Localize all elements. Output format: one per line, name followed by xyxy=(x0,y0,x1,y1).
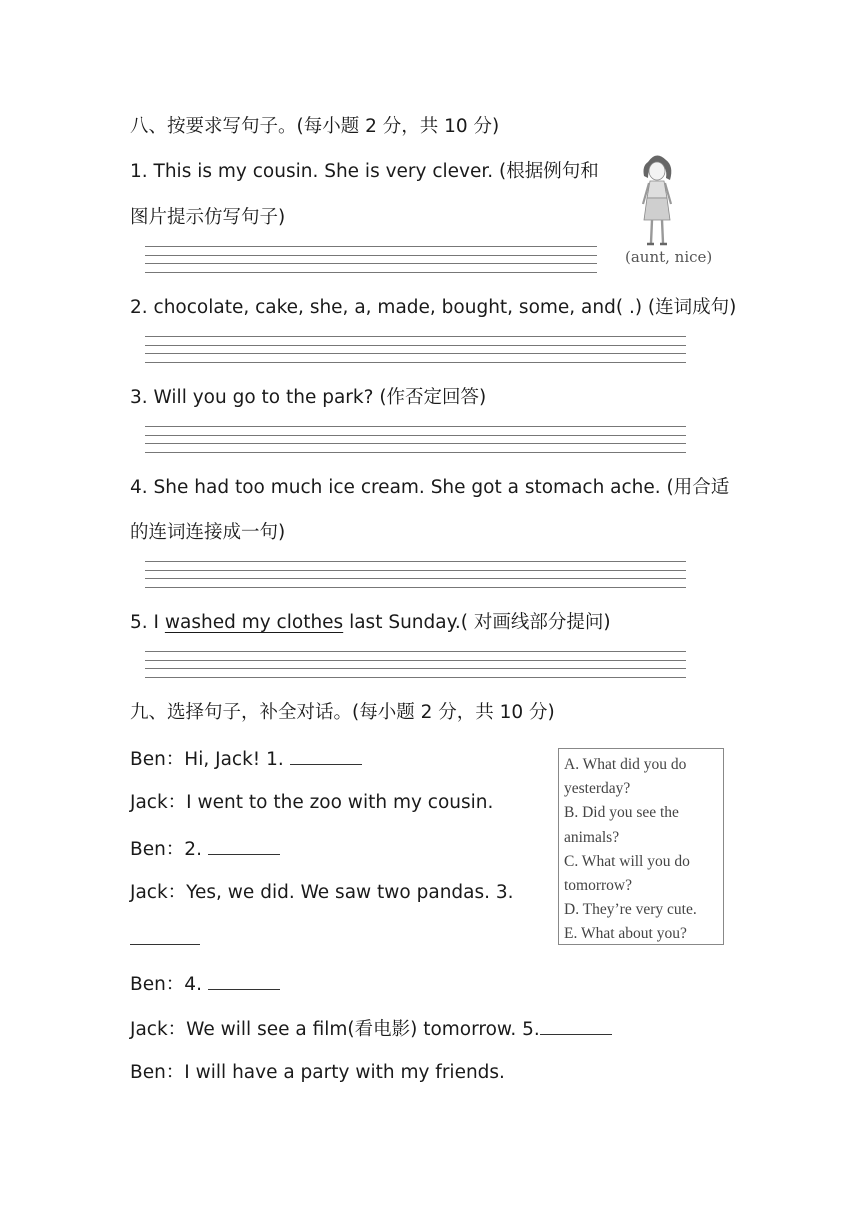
answer-blank-1[interactable] xyxy=(290,746,362,765)
option-e: E. What about you? xyxy=(564,925,687,943)
q5-suffix: last Sunday.( 对画线部分提问) xyxy=(343,612,611,633)
dialogue-line-4: Jack：Yes, we did. We saw two pandas. 3. xyxy=(130,882,514,903)
dialogue-line-6 xyxy=(130,1016,612,1042)
answer-blank-5[interactable] xyxy=(540,1016,612,1035)
option-a-line1: A. What did you do xyxy=(564,756,687,773)
section8-heading: 八、按要求写句子。(每小题 2 分，共 10 分) xyxy=(130,116,500,137)
options-box xyxy=(558,748,724,945)
answer-lines-q4[interactable] xyxy=(145,561,686,595)
dialogue-line-5 xyxy=(130,971,280,997)
dialogue-line-7: Ben：I will have a party with my friends. xyxy=(130,1062,505,1083)
option-a-line2: yesterday? xyxy=(564,780,631,798)
girl-illustration xyxy=(630,150,682,250)
dialogue-text: Ben：4. xyxy=(130,974,208,995)
q1-text-line2: 图片提示仿写句子) xyxy=(130,207,286,228)
answer-blank-3-line xyxy=(130,926,200,952)
dialogue-line-1 xyxy=(130,746,362,772)
dialogue-line-3 xyxy=(130,836,280,862)
dialogue-text: Jack：We will see a film(看电影) tomorrow. 5. xyxy=(130,1019,540,1040)
q5-prefix: 5. I xyxy=(130,612,165,633)
answer-blank-3[interactable] xyxy=(130,926,200,945)
q2-text: 2. chocolate, cake, she, a, made, bought, some, and( .) (连词成句) xyxy=(130,297,737,318)
answer-lines-q3[interactable] xyxy=(145,426,686,460)
answer-lines-q1[interactable] xyxy=(145,246,597,280)
dialogue-text: Ben：Hi, Jack! 1. xyxy=(130,749,290,770)
option-c-line1: C. What will you do xyxy=(564,852,690,870)
section9-heading: 九、选择句子，补全对话。(每小题 2 分，共 10 分) xyxy=(130,702,555,723)
q1-text-line1: 1. This is my cousin. She is very clever. (根据例句和 xyxy=(130,161,599,182)
picture-caption: (aunt, nice) xyxy=(625,248,713,266)
q5-underlined-phrase: washed my clothes xyxy=(164,612,344,633)
answer-lines-q5[interactable] xyxy=(145,651,686,685)
dialogue-line-2: Jack：I went to the zoo with my cousin. xyxy=(130,792,494,813)
option-c-line2: tomorrow? xyxy=(564,877,633,895)
q3-text: 3. Will you go to the park? (作否定回答) xyxy=(130,387,487,408)
q4-text-line2: 的连词连接成一句) xyxy=(130,522,286,543)
dialogue-text: Ben：2. xyxy=(130,839,208,860)
q4-text-line1: 4. She had too much ice cream. She got a stomach ache. (用合适 xyxy=(130,477,730,498)
option-b-line1: B. Did you see the xyxy=(564,804,679,822)
q5-text xyxy=(130,611,611,635)
answer-blank-4[interactable] xyxy=(208,971,280,990)
option-b-line2: animals? xyxy=(564,828,620,846)
answer-blank-2[interactable] xyxy=(208,836,280,855)
option-d: D. They’re very cute. xyxy=(564,901,697,919)
answer-lines-q2[interactable] xyxy=(145,336,686,370)
